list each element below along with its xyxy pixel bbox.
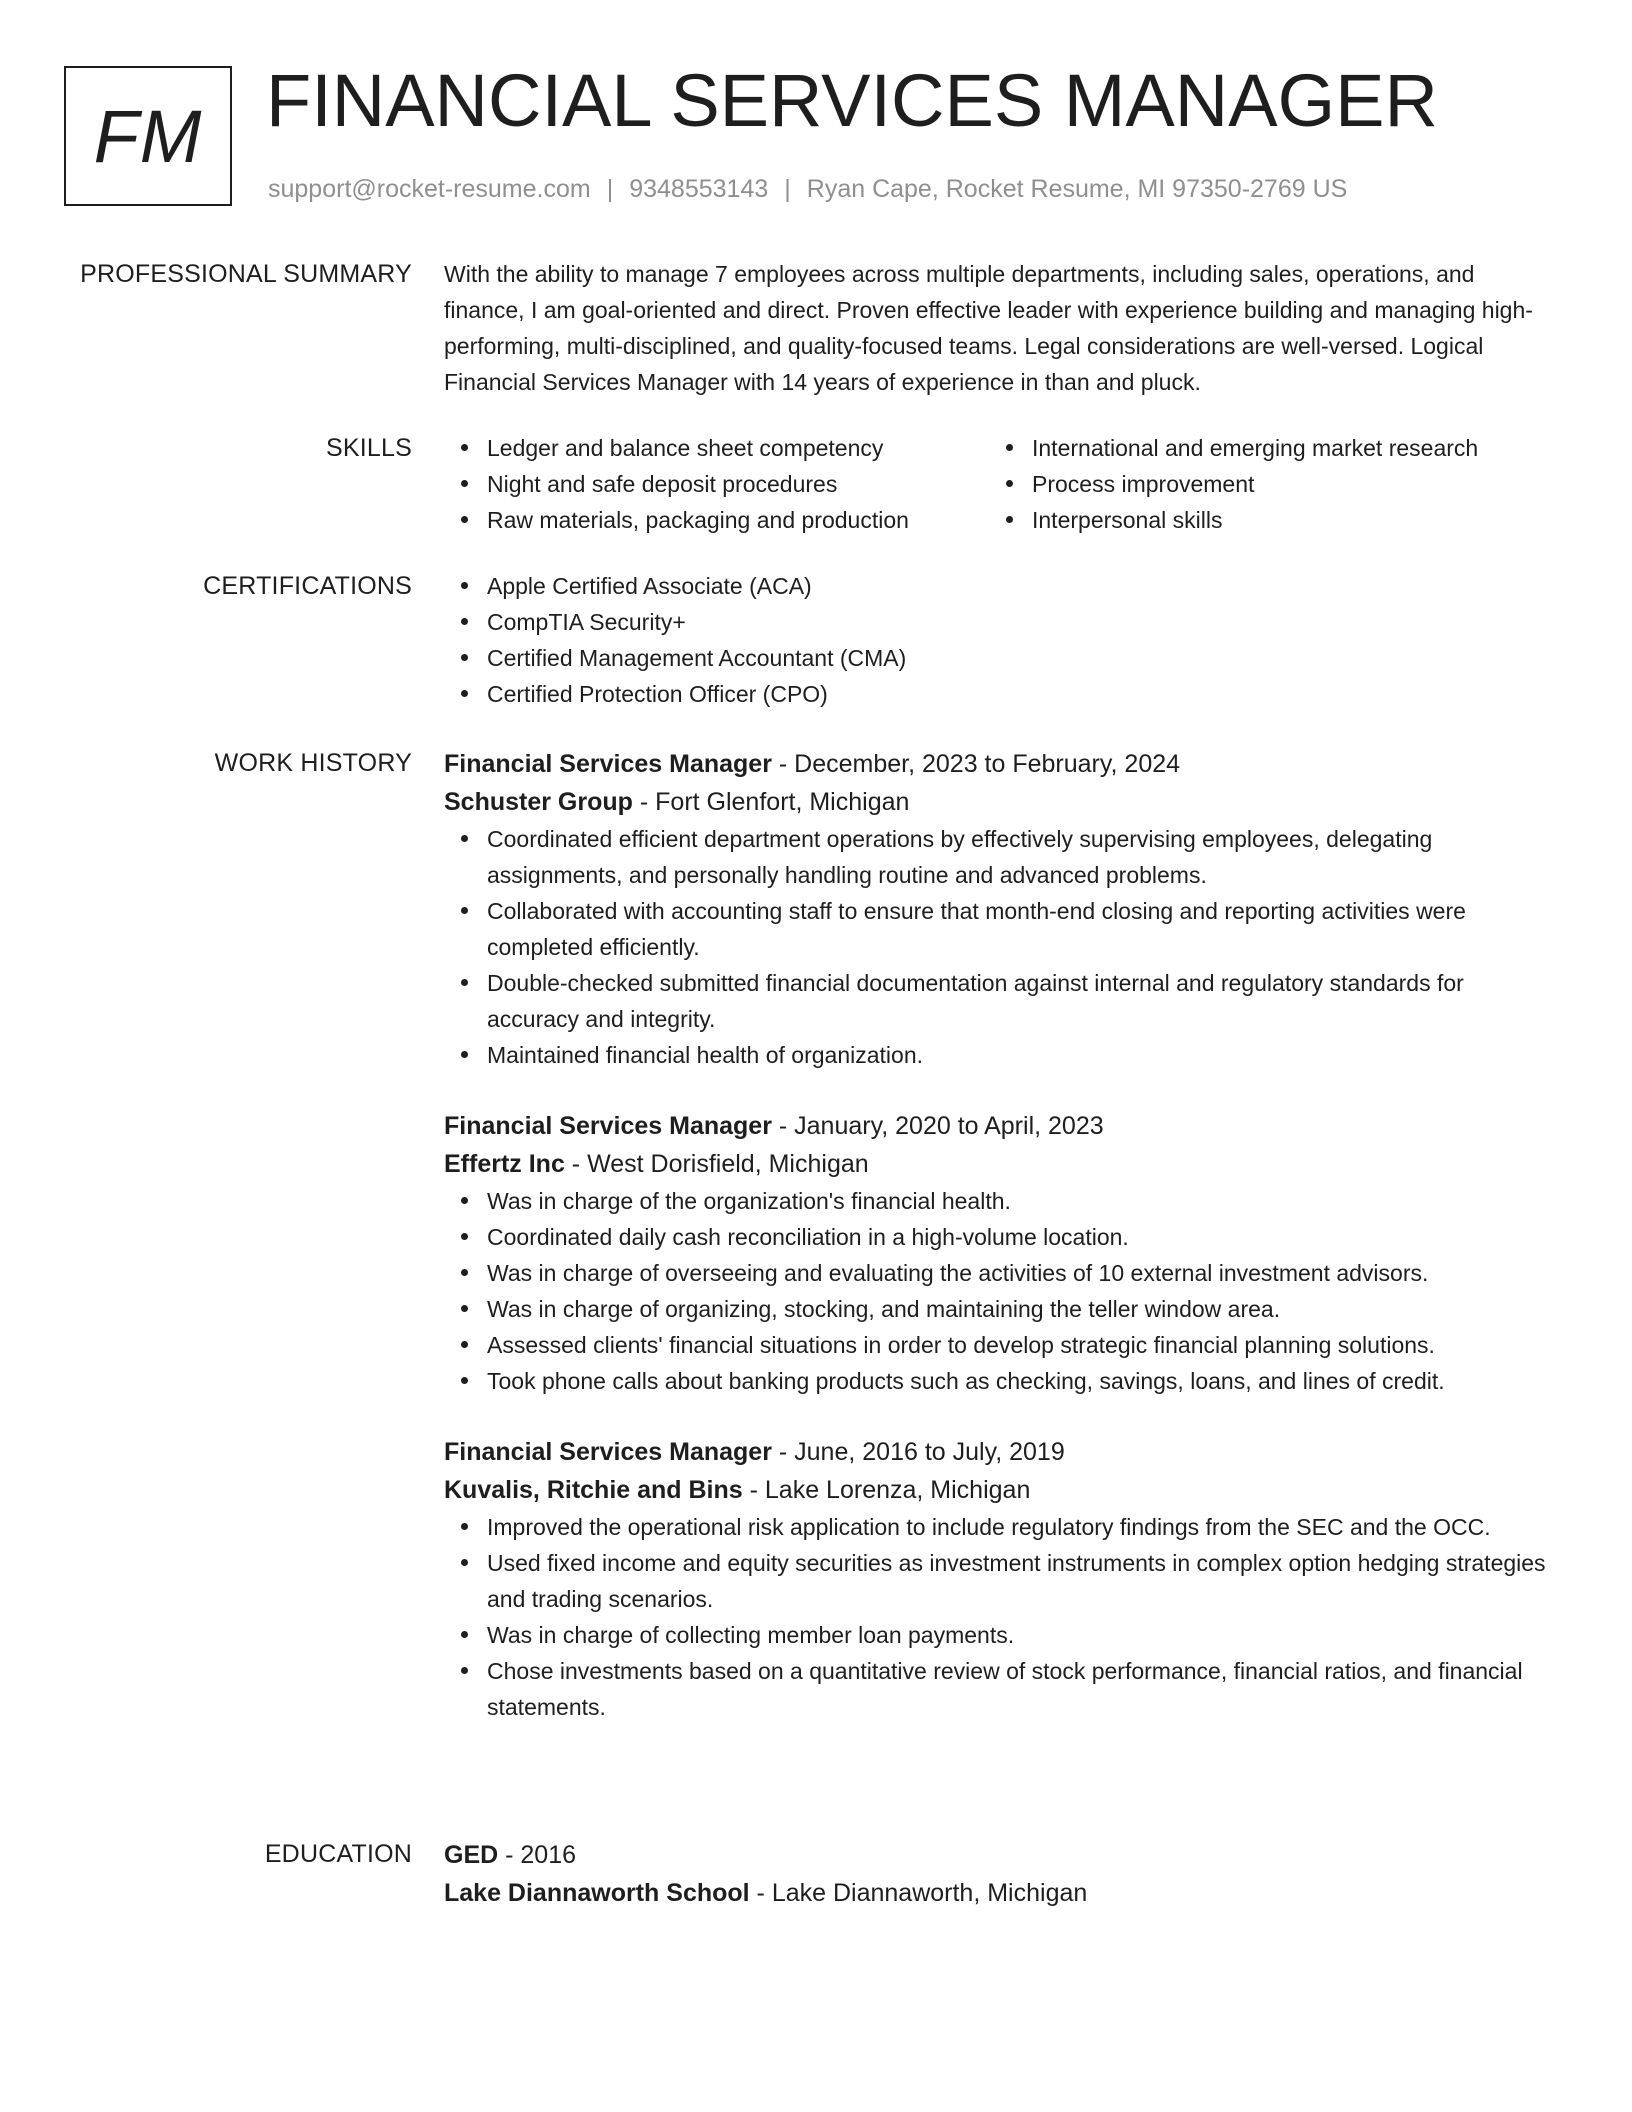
job-duty: Was in charge of overseeing and evaluating the activities of 10 external investment advisors. <box>444 1255 1554 1291</box>
contact-separator: | <box>784 175 791 203</box>
job-duty: Collaborated with accounting staff to ensure that month-end closing and reporting activities were completed efficiently. <box>444 893 1554 965</box>
job-duty: Maintained financial health of organization. <box>444 1037 1554 1073</box>
job-company: Effertz Inc <box>444 1150 565 1178</box>
resume-title: FINANCIAL SERVICES MANAGER <box>266 59 1438 142</box>
contact-address: Ryan Cape, Rocket Resume, MI 97350-2769 US <box>806 175 1348 203</box>
job-duty: Used fixed income and equity securities as investment instruments in complex option hedging strategies and trading scenarios. <box>444 1545 1554 1617</box>
job-duty: Was in charge of collecting member loan payments. <box>444 1617 1554 1653</box>
skills-list-right <box>989 430 1534 538</box>
monogram-box <box>64 66 232 206</box>
job-title-line <box>444 1107 1554 1145</box>
summary-content <box>444 256 1554 400</box>
job-title: Financial Services Manager <box>444 1112 772 1140</box>
job-dates: - January, 2020 to April, 2023 <box>771 1112 1104 1140</box>
job-title: Financial Services Manager <box>444 1438 772 1466</box>
job-duty: Took phone calls about banking products such as checking, savings, loans, and lines of credit. <box>444 1363 1554 1399</box>
job-title-line <box>444 745 1554 783</box>
job-entry <box>444 1433 1554 1725</box>
job-title-line <box>444 1433 1554 1471</box>
section-label-education: EDUCATION <box>264 1840 412 1868</box>
job-dates: - June, 2016 to July, 2019 <box>771 1438 1065 1466</box>
contact-phone[interactable]: 9348553143 <box>629 175 769 203</box>
skill-item: Process improvement <box>989 466 1534 502</box>
monogram-initials: FM <box>93 94 203 178</box>
job-duty: Coordinated daily cash reconciliation in a high-volume location. <box>444 1219 1554 1255</box>
certification-item: Certified Management Accountant (CMA) <box>444 640 1554 676</box>
skill-item: Raw materials, packaging and production <box>444 502 989 538</box>
contact-separator: | <box>606 175 614 203</box>
job-duties-list <box>444 1509 1554 1725</box>
contact-line <box>268 172 1347 206</box>
skill-item: Ledger and balance sheet competency <box>444 430 989 466</box>
summary-text: With the ability to manage 7 employees across multiple departments, including sales, operations, and finance, I am goal-oriented and direct. Proven effective leader with experience building and managing high-performing, multi-disciplined, and quality-focused teams. Legal considerations are well-versed. Logical Financial Services Manager with 14 years of experience in than and pluck. <box>444 261 1533 395</box>
job-duty: Chose investments based on a quantitative review of stock performance, financial ratios, and financial statements. <box>444 1653 1554 1725</box>
job-company: Schuster Group <box>444 788 633 816</box>
job-dates: - December, 2023 to February, 2024 <box>771 750 1181 778</box>
section-label-work-history: WORK HISTORY <box>214 749 412 777</box>
skill-item: Interpersonal skills <box>989 502 1534 538</box>
job-company-line <box>444 1145 1554 1183</box>
education-degree-line <box>444 1836 1554 1874</box>
education-location: - Lake Diannaworth, Michigan <box>749 1879 1088 1907</box>
job-company: Kuvalis, Ritchie and Bins <box>444 1476 743 1504</box>
job-duty: Improved the operational risk application to include regulatory findings from the SEC and the OCC. <box>444 1509 1554 1545</box>
work-history-content <box>444 745 1554 1725</box>
skills-list-left <box>444 430 989 538</box>
job-duties-list <box>444 1183 1554 1399</box>
section-label-skills: SKILLS <box>326 434 412 462</box>
job-duty: Double-checked submitted financial documentation against internal and regulatory standards for accuracy and integrity. <box>444 965 1554 1037</box>
section-label-summary: PROFESSIONAL SUMMARY <box>80 260 412 288</box>
education-school-line <box>444 1874 1554 1912</box>
education-year: - 2016 <box>498 1841 577 1869</box>
skill-item: International and emerging market research <box>989 430 1534 466</box>
job-entry <box>444 745 1554 1073</box>
job-company-line <box>444 1471 1554 1509</box>
job-company-line <box>444 783 1554 821</box>
job-duty: Was in charge of the organization's financial health. <box>444 1183 1554 1219</box>
job-location: - West Dorisfield, Michigan <box>564 1150 869 1178</box>
certification-item: Apple Certified Associate (ACA) <box>444 568 1554 604</box>
job-duties-list <box>444 821 1554 1073</box>
job-location: - Fort Glenfort, Michigan <box>632 788 910 816</box>
section-label-certifications: CERTIFICATIONS <box>203 572 412 600</box>
certifications-content <box>444 568 1554 712</box>
education-school: Lake Diannaworth School <box>444 1879 750 1907</box>
certification-item: CompTIA Security+ <box>444 604 1554 640</box>
education-degree: GED <box>444 1841 499 1869</box>
certification-item: Certified Protection Officer (CPO) <box>444 676 1554 712</box>
job-entry <box>444 1107 1554 1399</box>
skills-content <box>444 430 1554 538</box>
contact-email[interactable]: support@rocket-resume.com <box>268 175 591 203</box>
job-title: Financial Services Manager <box>444 750 772 778</box>
job-duty: Assessed clients' financial situations in order to develop strategic financial planning solutions. <box>444 1327 1554 1363</box>
skill-item: Night and safe deposit procedures <box>444 466 989 502</box>
job-location: - Lake Lorenza, Michigan <box>742 1476 1031 1504</box>
job-duty: Coordinated efficient department operations by effectively supervising employees, delegating assignments, and personally handling routine and advanced problems. <box>444 821 1554 893</box>
job-duty: Was in charge of organizing, stocking, and maintaining the teller window area. <box>444 1291 1554 1327</box>
certifications-list <box>444 568 1554 712</box>
education-content <box>444 1836 1554 1912</box>
